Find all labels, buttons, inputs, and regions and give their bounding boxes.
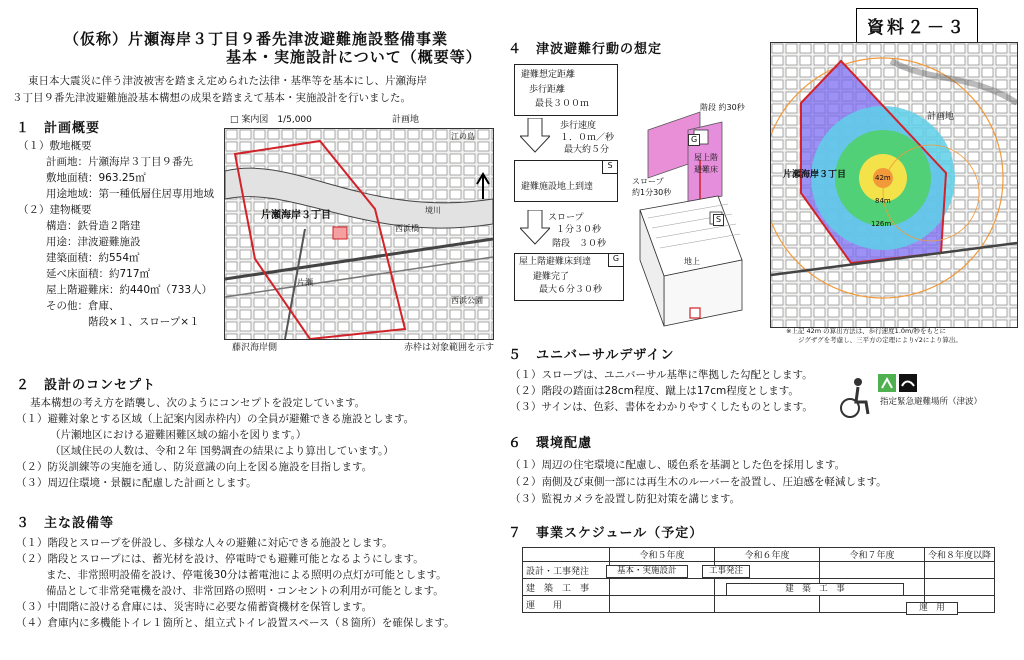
flow-text: 最長３００ｍ: [535, 99, 590, 109]
iso-roof-label: 避難床: [694, 165, 718, 174]
evacuation-sign-icon: [878, 374, 918, 392]
s3-line: （１）階段とスロープを併設し、多様な人々の避難に対応できる施設とします。: [16, 537, 393, 549]
wheelchair-person-icon: [836, 376, 872, 420]
s3-line: （３）中間階に設ける倉庫には、災害時に必要な備蓄資機材を保管します。: [16, 601, 373, 613]
s1-line: 階段×１、スロープ×１: [88, 316, 200, 328]
iso-goal-marker: G: [688, 134, 700, 146]
iso-slope-label: 約1分30秒: [632, 188, 672, 197]
flow-text: 避難施設地上到達: [521, 182, 594, 192]
location-map-graphic: [225, 129, 493, 339]
row-label: 設計・工事発注: [523, 562, 610, 579]
goal-marker: G: [608, 254, 623, 267]
s5-line: （１）スロープは、ユニバーサル基準に準拠した勾配とします。: [510, 369, 813, 381]
ring-label: 42m: [875, 174, 891, 182]
flow-text: 歩行速度: [560, 121, 597, 131]
year-header: 令和６年度: [715, 548, 820, 562]
schedule-corner: [523, 548, 610, 562]
sign-caption: 指定緊急避難場所（津波）: [880, 397, 983, 407]
s1-line: 延べ床面積：約717㎡: [46, 268, 151, 280]
ring-label: 84m: [875, 197, 891, 205]
row-label: 建 築 工 事: [523, 579, 610, 596]
iso-slope-label: スロープ: [632, 177, 664, 186]
map-bridge-label: 西浜橋: [395, 224, 419, 233]
flow-text: １．０ｍ／秒: [560, 133, 615, 143]
s1-line: 用途地域：第一種低層住居専用地域: [46, 188, 214, 200]
range-map-footnote: ジグザグを考慮し、三平方の定理により√2により算出。: [798, 336, 962, 344]
s3-line: 備品として非常発電機を設け、非常回路の照明・コンセントの利用が可能とします。: [46, 585, 444, 597]
flow-text: 最大６分３０秒: [539, 285, 603, 295]
flow-text: 最大約５分: [564, 145, 610, 155]
s1-line: 敷地面積：963.25㎡: [46, 172, 146, 184]
s2-line: 基本構想の考え方を踏襲し、次のようにコンセプトを設定しています。: [30, 397, 366, 409]
evacuation-range-map: [770, 42, 1018, 328]
section-2-heading: ２ 設計のコンセプト: [16, 378, 157, 393]
section-4-heading: ４ 津波避難行動の想定: [508, 42, 663, 57]
s1-line: （２）建物概要: [18, 204, 92, 216]
iso-ground-label: 地上: [684, 257, 700, 266]
schedule-bar-construction: 建 築 工 事: [726, 583, 904, 596]
document-id-badge: 資料２－３: [856, 8, 978, 43]
map-area-label: 片瀬海岸３丁目: [261, 210, 331, 221]
section-1-heading: １ 計画概要: [16, 121, 101, 136]
year-header: 令和７年度: [820, 548, 925, 562]
schedule-bar-design: 基本・実施設計: [606, 565, 688, 578]
s1-line: 計画地：片瀬海岸３丁目９番先: [46, 156, 193, 168]
s2-line: （２）防災訓練等の実施を通し、防災意識の向上を図る施設を目指します。: [16, 461, 373, 473]
map-label: 江の島: [451, 132, 475, 141]
s5-line: （３）サインは、色彩、書体をわかりやすくしたものとします。: [510, 401, 813, 413]
intro-line-2: ３丁目９番先津波避難施設基本構想の成果を踏まえて基本・実施設計を行いました。: [12, 92, 411, 104]
start-marker: S: [602, 161, 617, 174]
s1-line: その他：倉庫、: [46, 300, 120, 312]
section-5-heading: ５ ユニバーサルデザイン: [508, 348, 675, 363]
iso-start-marker: S: [713, 214, 724, 226]
s1-line: （１）敷地概要: [18, 140, 92, 152]
range-map-site: 計画地: [927, 112, 955, 122]
schedule-bar-order: 工事発注: [702, 565, 750, 578]
ring-label: 126m: [871, 220, 892, 228]
map-south-label: 藤沢海岸側: [232, 343, 278, 353]
s6-line: （２）南側及び東側一部には再生木のルーバーを設置し、圧迫感を軽減します。: [510, 476, 887, 488]
flow-text: スロープ: [548, 213, 584, 223]
range-map-area: 片瀬海岸３丁目: [783, 170, 847, 180]
flow-step-complete: [514, 253, 624, 301]
map-park-label: 西浜公園: [451, 296, 483, 305]
map-river-label: 境川: [425, 206, 441, 215]
schedule-bar-operation: 運 用: [906, 602, 958, 615]
intro-line-1: 東日本大震災に伴う津波被害を踏まえ定められた法律・基準等を基本にし、片瀬海岸: [28, 75, 427, 87]
flow-text: 歩行距離: [529, 85, 566, 95]
s3-line: （４）倉庫内に多機能トイレ１箇所と、組立式トイレ設置スペース（８箇所）を確保します。: [16, 617, 455, 629]
s2-line: （片瀬地区における避難困難区域の縮小を図ります。）: [50, 429, 307, 441]
flow-step-distance: [514, 64, 618, 116]
s6-line: （３）監視カメラを設置し防犯対策を講じます。: [510, 493, 741, 505]
flow-text: １分３０秒: [556, 225, 602, 235]
page-title: （仮称）片瀬海岸３丁目９番先津波避難施設整備事業: [64, 30, 449, 48]
s1-line: 構造：鉄骨造２階建: [46, 220, 141, 232]
s2-line: （３）周辺住環境・景観に配慮した計画とします。: [16, 477, 257, 489]
year-header: 令和５年度: [610, 548, 715, 562]
s3-line: また、非常照明設備を設け、停電後30分は蓄電池による照明の点灯が可能とします。: [46, 569, 447, 581]
evacuation-range-graphic: [771, 43, 1017, 327]
location-map: [224, 128, 494, 340]
down-arrow-icon: [520, 210, 550, 246]
s5-line: （２）階段の踏面は28cm程度、蹴上は17cm程度とします。: [510, 385, 799, 397]
page-subtitle: 基本・実施設計について（概要等）: [226, 48, 482, 66]
s1-line: 建築面積：約554㎡: [46, 252, 140, 264]
flow-text: 階段 ３０秒: [552, 239, 607, 249]
map-note: 赤枠は対象範囲を示す: [404, 343, 495, 353]
s1-line: 屋上階避難床：約440㎡（733人）: [46, 284, 213, 296]
map-label: 片瀬: [297, 278, 313, 287]
down-arrow-icon: [520, 118, 550, 154]
s2-line: （区域住民の人数は、令和２年 国勢調査の結果により算出しています。）: [50, 445, 394, 457]
flow-text: 屋上階避難床到達: [519, 257, 592, 267]
section-3-heading: ３ 主な設備等: [16, 516, 115, 531]
s6-line: （１）周辺の住宅環境に配慮し、暖色系を基調とした色を採用します。: [510, 459, 846, 471]
flow-step-ground: [514, 160, 618, 202]
section-7-heading: ７ 事業スケジュール（予定）: [508, 526, 704, 541]
s1-line: 用途：津波避難施設: [46, 236, 141, 248]
year-header: 令和８年度以降: [925, 548, 995, 562]
iso-stair-label: 階段 約30秒: [700, 103, 745, 112]
map-site-callout: 計画地: [392, 115, 420, 125]
flow-text: 避難完了: [533, 272, 570, 282]
s2-line: （１）避難対象とする区域（上記案内図赤枠内）の全員が避難できる施設とします。: [16, 413, 415, 425]
range-map-footnote: ※上記 42m の算出方法は、歩行速度1.0m/秒をもとに: [786, 327, 947, 335]
iso-roof-label: 屋上階: [694, 153, 718, 162]
row-label: 運 用: [523, 596, 610, 613]
s3-line: （２）階段とスロープには、蓄光材を設け、停電時でも避難可能となるようにします。: [16, 553, 424, 565]
flow-text: 避難想定距離: [521, 70, 576, 80]
section-6-heading: ６ 環境配慮: [508, 436, 593, 451]
map-legend: □ 案内図 1/5,000: [230, 115, 312, 125]
